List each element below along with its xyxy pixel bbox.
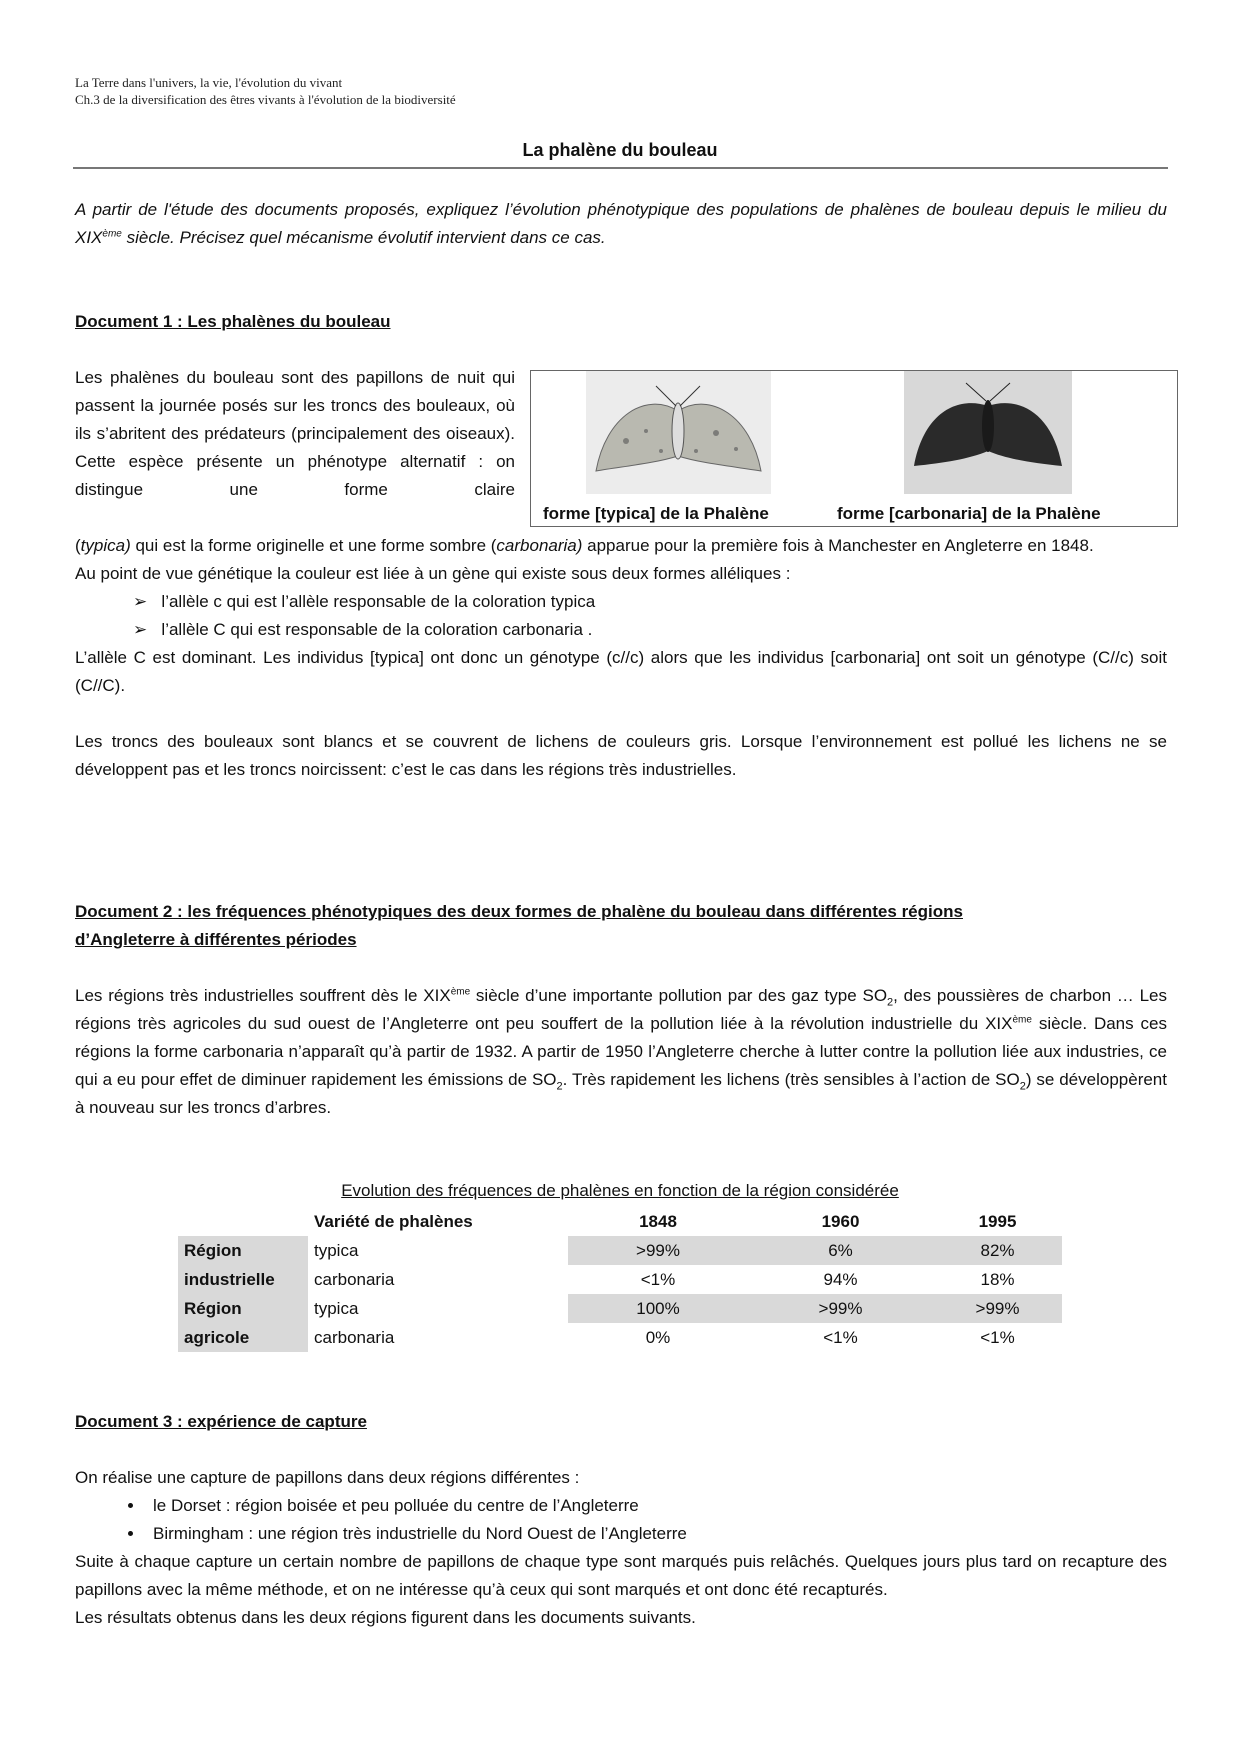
frequency-table: [178, 1207, 1062, 1352]
subscript: 2: [556, 1080, 563, 1093]
region-item: • Birmingham : une région très industrielle du Nord Ouest de l’Angleterre: [145, 1520, 1167, 1548]
region-list: [75, 1492, 1167, 1548]
superscript: ème: [1012, 1014, 1032, 1026]
title-rule: [73, 167, 1168, 169]
text: , des poussières de charbon … Les régions très agricoles du sud ouest de l’Angleterre ont peu souffert de la pollution liée à la révolution industrielle du XIX: [75, 986, 1168, 1033]
carbonaria-moth-image: [904, 371, 1072, 494]
value-cell: 82%: [980, 1240, 1015, 1260]
doc1-intro: Les phalènes du bouleau sont des papillons de nuit qui passent la journée posés sur les troncs des bouleaux, où ils s’abritent des prédateurs (principalement des oiseaux). Cette espèce présente un phénotype alternatif : on distingue une forme claire: [75, 368, 515, 499]
table-row: [178, 1265, 1062, 1294]
doc3-body: [75, 1464, 1167, 1632]
text: siècle d’une importante pollution par des gaz type SO: [470, 986, 888, 1005]
header-cell: Variété de phalènes: [314, 1211, 473, 1231]
caption-carbonaria: forme [carbonaria] de la Phalène: [837, 504, 1101, 523]
text: Les régions très industrielles souffrent dès le XIX: [75, 986, 451, 1005]
doc1-body: [75, 532, 1167, 784]
value-cell: >99%: [636, 1240, 680, 1260]
table-header-row: [178, 1207, 1062, 1236]
header-cell: 1848: [639, 1211, 677, 1231]
text: . Très rapidement les lichens (très sensibles à l’action de SO: [562, 1070, 1020, 1089]
superscript: ème: [102, 228, 122, 240]
table-row: [178, 1323, 1062, 1352]
variety-cell: carbonaria: [314, 1327, 395, 1347]
typica-moth-image: [586, 371, 771, 494]
moth-figure: [530, 370, 1178, 527]
allele-text: l’allèle c qui est l’allèle responsable de la coloration typica: [161, 592, 596, 611]
text: apparue pour la première fois à Manchester en Angleterre en 1848.: [582, 536, 1094, 555]
variety-cell: carbonaria: [314, 1269, 395, 1289]
trunks-text: Les troncs des bouleaux sont blancs et se couvrent de lichens de couleurs gris. Lorsque l’environnement est pollué les lichens ne se développent pas et les troncs noircissent: c’est le cas dans les régions très industrielles.: [75, 732, 1167, 779]
header-cell: 1960: [821, 1211, 860, 1231]
doc3-heading: Document 3 : expérience de capture: [75, 1412, 367, 1431]
text: qui est la forme originelle et une forme sombre (: [130, 536, 497, 555]
text: siècle. Dans ces régions la forme carbonaria n’apparaît qu’à partir de 1932. A partir de 1950 l’Angleterre cherche à lutter contre la pollution liée aux industries, ce qui a eu pour effet de diminuer rapidement les émissions de SO: [75, 1014, 1168, 1089]
question-text: A partir de l'étude des documents proposés, expliquez l’évolution phénotypique des populations de phalènes de bouleau depuis le milieu du XIX: [75, 200, 1167, 247]
carbonaria-term: carbonaria): [496, 536, 583, 555]
doc3-method: Suite à chaque capture un certain nombre de papillons de chaque type sont marqués puis relâchés. Quelques jours plus tard on recapture des papillons avec la même méthode, et on ne intéresse qu’à ceux qui sont marqués et ont donc été recapturés.: [75, 1552, 1167, 1599]
doc1-intro-continued: [75, 532, 1167, 560]
question: [75, 196, 1167, 252]
doc2-paragraph: [75, 982, 1167, 1122]
region-cell: industrielle: [178, 1265, 308, 1294]
question-text-2: siècle. Précisez quel mécanisme évolutif intervient dans ce cas.: [121, 228, 606, 247]
doc3-results-note: Les résultats obtenus dans les deux régions figurent dans les documents suivants.: [75, 1608, 696, 1627]
superscript: ème: [450, 986, 471, 998]
genetics-text: Au point de vue génétique la couleur est liée à un gène qui existe sous deux formes alléliques :: [75, 564, 791, 583]
table-row: [178, 1236, 1062, 1265]
allele-text: l’allèle C qui est responsable de la coloration carbonaria .: [161, 620, 593, 639]
value-cell: <1%: [640, 1269, 676, 1289]
table-row: [178, 1294, 1062, 1323]
doc3-intro: On réalise une capture de papillons dans deux régions différentes :: [75, 1468, 580, 1487]
typica-term: typica): [80, 536, 131, 555]
region-cell: Région: [184, 1240, 242, 1260]
text: ) se développèrent à nouveau sur les troncs d’arbres.: [75, 1070, 1167, 1117]
subscript: 2: [1019, 1080, 1026, 1093]
text: (: [75, 536, 81, 555]
region-cell: agricole: [178, 1323, 308, 1352]
header-cell: 1995: [978, 1211, 1017, 1231]
value-cell: 94%: [823, 1269, 858, 1289]
value-cell: 6%: [828, 1240, 853, 1260]
page-header: [75, 74, 456, 108]
table-caption: Evolution des fréquences de phalènes en fonction de la région considérée: [341, 1181, 899, 1200]
value-cell: >99%: [818, 1298, 863, 1318]
value-cell: 18%: [980, 1269, 1015, 1289]
header-line-2: Ch.3 de la diversification des êtres vivants à l'évolution de la biodiversité: [75, 92, 456, 107]
caption-typica: forme [typica] de la Phalène: [543, 504, 769, 523]
allele-item: ➢ l’allèle C qui est responsable de la coloration carbonaria .: [133, 620, 593, 639]
doc1-heading: Document 1 : Les phalènes du bouleau: [75, 312, 391, 331]
value-cell: >99%: [975, 1298, 1020, 1318]
value-cell: <1%: [823, 1327, 858, 1347]
allele-item: ➢ l’allèle c qui est l’allèle responsable de la coloration typica: [133, 592, 596, 611]
value-cell: 0%: [645, 1327, 671, 1347]
region-cell: Région: [184, 1298, 242, 1318]
region-item: • le Dorset : région boisée et peu polluée du centre de l’Angleterre: [145, 1492, 1167, 1520]
doc2-heading: [75, 898, 963, 954]
variety-cell: typica: [308, 1294, 568, 1323]
doc2-heading-line2: d’Angleterre à différentes périodes: [75, 930, 357, 949]
value-cell: 100%: [636, 1298, 680, 1318]
doc2-heading-line1: Document 2 : les fréquences phénotypiques des deux formes de phalène du bouleau dans différentes régions: [75, 902, 963, 921]
value-cell: <1%: [980, 1327, 1015, 1347]
subscript: 2: [887, 996, 894, 1009]
dominance-text: L’allèle C est dominant. Les individus [typica] ont donc un génotype (c//c) alors que les individus [carbonaria] ont soit un génotype (C//c) soit (C//C).: [75, 648, 1167, 695]
variety-cell: typica: [308, 1236, 568, 1265]
page-title: La phalène du bouleau: [522, 140, 718, 160]
allele-list: [75, 588, 1167, 644]
header-line-1: La Terre dans l'univers, la vie, l'évolution du vivant: [75, 75, 343, 90]
